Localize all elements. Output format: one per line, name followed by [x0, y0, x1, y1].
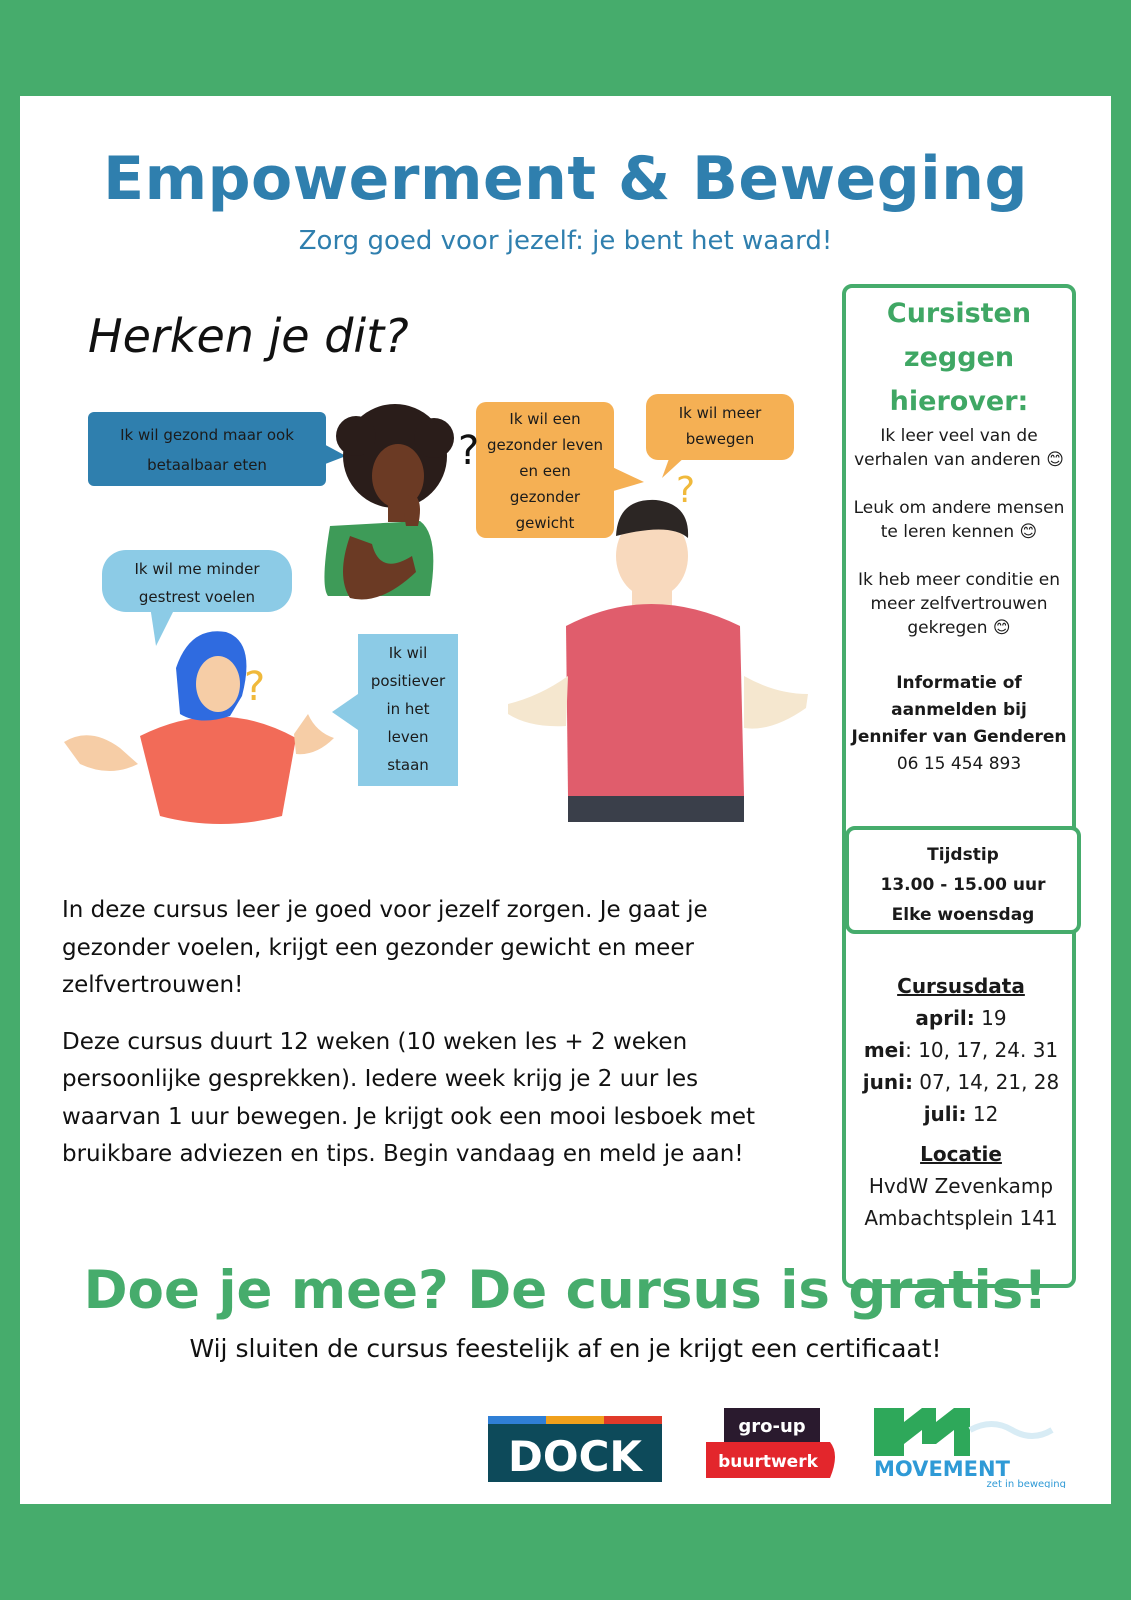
location-heading: Locatie — [920, 1142, 1002, 1166]
month-label: juni: — [862, 1070, 913, 1094]
testimonial-quote: Leuk om andere mensen te leren kennen 😊 — [853, 498, 1065, 542]
dock-logo-text: DOCK — [508, 1432, 642, 1481]
date-row-juni — [846, 1066, 1076, 1098]
dock-logo — [488, 1416, 662, 1482]
month-days: 07, 14, 21, 28 — [912, 1070, 1060, 1094]
bubble-2-line-3: en een — [519, 462, 571, 480]
date-row-juli — [846, 1098, 1076, 1130]
bubble-1-line-2: betaalbaar eten — [147, 456, 267, 474]
herken-heading: Herken je dit? — [88, 309, 409, 363]
bubble-2-line-5: gewicht — [515, 514, 575, 532]
gro-up-logo — [706, 1408, 840, 1482]
description-paragraph-2: Deze cursus duurt 12 weken (10 weken les + 2 weken persoonlijke gesprekken). Iedere week krijg je 2 uur les waarvan 1 uur bewegen. Je krijgt ook een mooi lesboek met bruikbare adviezen en tips. Begin vandaag en meld je aan! — [62, 1028, 756, 1167]
course-dates — [846, 970, 1076, 1234]
buurtwerk-logo-text: buurtwerk — [718, 1452, 818, 1472]
bubble-3-line-1: Ik wil meer — [678, 404, 762, 422]
curly-hair-woman-figure — [324, 404, 479, 600]
time-day: Elke woensdag — [891, 905, 1035, 925]
speech-bubble-5 — [332, 634, 458, 786]
call-to-action-subtext: Wij sluiten de cursus feestelijk af en je krijgt een certificaat! — [189, 1334, 942, 1363]
testimonials-heading — [846, 292, 1072, 424]
bubble-2-line-4: gezonder — [509, 488, 581, 506]
bubble-5-line-5: staan — [387, 756, 429, 774]
bubble-5-line-2: positiever — [370, 672, 446, 690]
course-description — [62, 892, 782, 1193]
location-line-2: Ambachtsplein 141 — [864, 1206, 1058, 1230]
testimonials-heading-line-3: hierover: — [889, 386, 1029, 417]
contact-label-line-1: Informatie of — [896, 673, 1022, 693]
bubble-5-line-4: leven — [387, 728, 429, 746]
month-days: 12 — [966, 1102, 999, 1126]
testimonials-heading-line-1: Cursisten — [886, 298, 1032, 329]
month-days: 19 — [974, 1006, 1007, 1030]
date-row-mei — [846, 1034, 1076, 1066]
movement-logo — [874, 1408, 1074, 1488]
svg-text:?: ? — [676, 470, 696, 511]
flyer-page — [20, 96, 1111, 1504]
bubble-2-line-2: gezonder leven — [486, 436, 604, 454]
people-illustration — [20, 376, 820, 936]
time-hours: 13.00 - 15.00 uur — [880, 875, 1046, 895]
bubble-1-line-1: Ik wil gezond maar ook — [120, 426, 294, 444]
svg-text:?: ? — [458, 428, 480, 474]
speech-bubble-4 — [102, 550, 292, 646]
location-line-1: HvdW Zevenkamp — [868, 1174, 1054, 1198]
bubble-3-line-2: bewegen — [685, 430, 755, 448]
testimonial-list — [850, 424, 1068, 664]
blue-hair-woman-figure — [64, 631, 334, 824]
month-label: juli: — [923, 1102, 967, 1126]
bubble-4-line-1: Ik wil me minder — [134, 560, 260, 578]
bubble-2-line-1: Ik wil een — [509, 410, 581, 428]
bubble-5-line-3: in het — [386, 700, 430, 718]
page-subtitle: Zorg goed voor jezelf: je bent het waard! — [298, 226, 833, 256]
time-info-box — [845, 826, 1081, 934]
month-label: april: — [915, 1006, 975, 1030]
bubble-4-line-2: gestrest voelen — [138, 588, 256, 606]
svg-text:?: ? — [244, 664, 266, 710]
contact-name: Jennifer van Genderen — [851, 727, 1067, 747]
page-title: Empowerment & Beweging — [103, 144, 1028, 214]
speech-bubble-3 — [646, 394, 794, 478]
testimonial-quote: Ik heb meer conditie en meer zelfvertrouwen gekregen 😊 — [857, 570, 1061, 638]
gro-up-logo-text: gro-up — [738, 1416, 806, 1437]
speech-bubble-2 — [476, 402, 644, 538]
testimonials-heading-line-2: zeggen — [903, 342, 1015, 373]
speech-bubble-1 — [88, 412, 346, 486]
contact-info — [846, 670, 1072, 778]
movement-logo-text: MOVEMENT — [874, 1457, 1010, 1481]
dates-heading: Cursusdata — [897, 974, 1025, 998]
bubble-5-line-1: Ik wil — [388, 644, 428, 662]
movement-tagline: zet in beweging — [986, 1479, 1066, 1488]
testimonial-quote: Ik leer veel van de verhalen van anderen 😊 — [854, 426, 1064, 470]
contact-phone: 06 15 454 893 — [896, 754, 1022, 774]
month-days: : 10, 17, 24. 31 — [905, 1038, 1059, 1062]
call-to-action: Doe je mee? De cursus is gratis! — [83, 1260, 1048, 1321]
description-paragraph-1: In deze cursus leer je goed voor jezelf zorgen. Je gaat je gezonder voelen, krijgt een gezonder gewicht en meer zelfvertrouwen! — [62, 897, 708, 998]
time-label: Tijdstip — [927, 845, 999, 865]
contact-label-line-2: aanmelden bij — [891, 700, 1027, 720]
month-label: mei — [863, 1038, 906, 1062]
date-row-april — [846, 1002, 1076, 1034]
